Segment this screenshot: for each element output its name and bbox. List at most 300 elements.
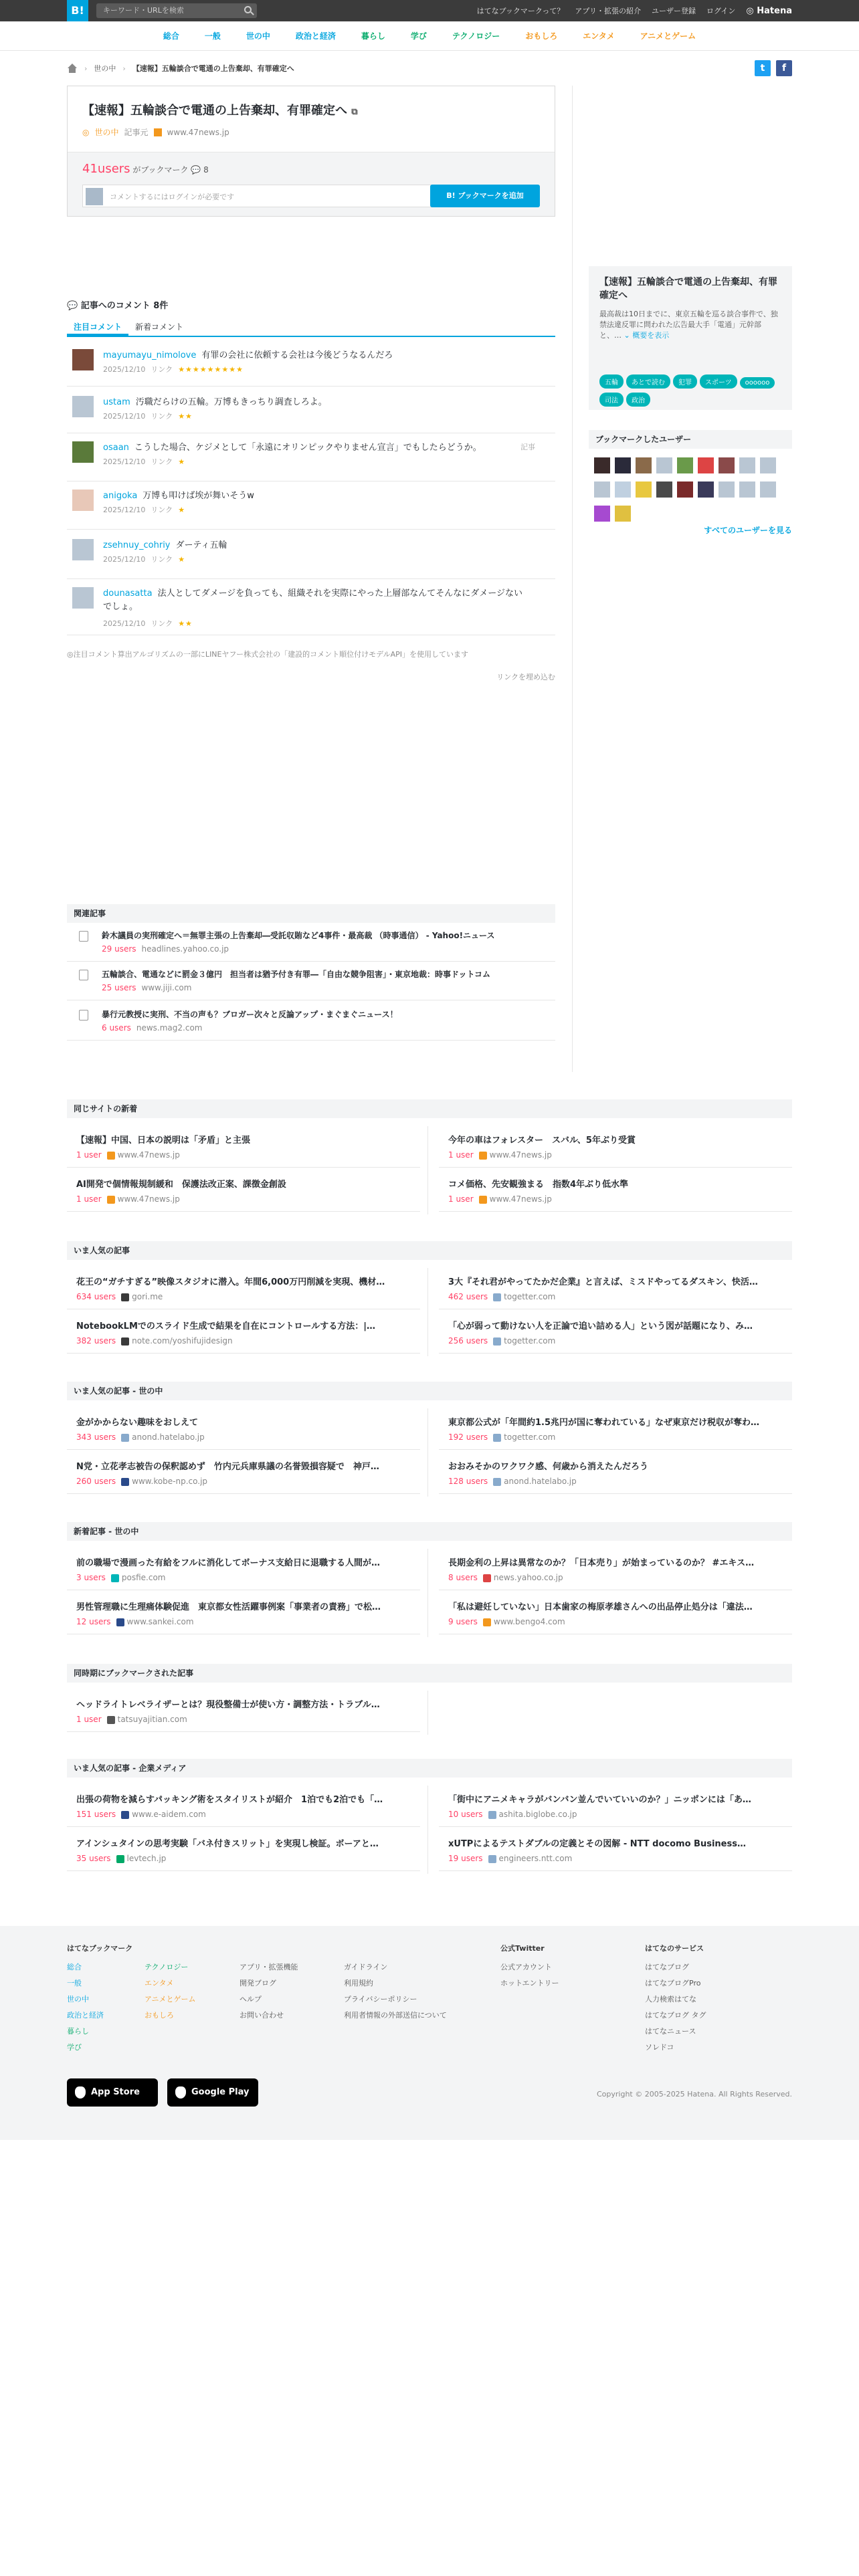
footer-categories-1 [67, 1959, 132, 2056]
article-users[interactable]: 8 users [448, 1573, 478, 1582]
article-title[interactable]: 前の職場で漫画った有給をフルに消化してボーナス支給日に退職する人間が… [76, 1558, 380, 1568]
article-title[interactable]: 【速報】中国、日本の説明は「矛盾」と主張 [76, 1136, 251, 1146]
article-domain[interactable] [107, 1715, 187, 1724]
article-users[interactable]: 462 users [448, 1292, 488, 1301]
search-placeholder: キーワード・URLを検索 [103, 6, 184, 15]
nav-item[interactable]: 暮らし [361, 31, 385, 41]
comment-link[interactable]: リンク [151, 506, 173, 514]
favicon-icon [121, 1293, 129, 1301]
article-item [439, 1123, 792, 1168]
header-links [477, 0, 792, 21]
footer-link[interactable]: 総合 [67, 1963, 82, 1971]
comment-line [103, 441, 524, 455]
comment-date[interactable]: 2025/12/10 [103, 457, 146, 466]
users-label: がブックマーク [132, 165, 189, 175]
entry-title[interactable] [82, 101, 358, 118]
star-icons[interactable]: ★★ [178, 619, 193, 628]
article-item [67, 1265, 420, 1309]
footer-categories-2 [145, 1959, 195, 2024]
comment-line [103, 490, 524, 503]
tag[interactable]: 五輪 [599, 374, 624, 389]
article-title[interactable]: アインシュタインの思考実験「バネ付きスリット」を実現し検証。ボーアと… [76, 1839, 379, 1849]
article-users[interactable]: 3 users [76, 1573, 106, 1582]
summary-title: 【速報】五輪談合で電通の上告棄却、有罪確定へ [599, 277, 777, 301]
favicon-icon [479, 1196, 487, 1204]
favicon-icon [116, 1618, 124, 1626]
article-item [67, 1168, 420, 1212]
avatar[interactable] [719, 457, 735, 473]
footer-link[interactable]: ホットエントリー [500, 1979, 559, 1988]
article-domain[interactable] [111, 1573, 166, 1582]
footer-link[interactable]: ヘルプ [240, 1995, 262, 2004]
comment-tabs [67, 317, 555, 337]
footer-link[interactable]: はてなブログPro [645, 1979, 701, 1988]
favicon-icon [493, 1434, 501, 1442]
comment-user[interactable]: anigoka [103, 491, 138, 501]
article-domain[interactable] [483, 1573, 563, 1582]
footer-link[interactable]: 公式アカウント [500, 1963, 552, 1971]
article-domain[interactable] [116, 1617, 194, 1626]
article-title[interactable]: AI開発で個情報規制緩和 保護法改正案、課徴金創設 [76, 1180, 286, 1190]
article-item [67, 1123, 420, 1168]
article-users[interactable]: 192 users [448, 1432, 488, 1442]
header-link-apps[interactable]: アプリ・拡張の紹介 [575, 7, 641, 15]
comment-date[interactable]: 2025/12/10 [103, 412, 146, 421]
comments-heading-text: 記事へのコメント 8件 [80, 301, 169, 311]
comment-meta [103, 364, 244, 374]
footer-link[interactable]: 世の中 [67, 1995, 89, 2004]
avatar[interactable] [72, 587, 94, 609]
comment-date[interactable]: 2025/12/10 [103, 506, 146, 514]
avatar[interactable] [656, 457, 672, 473]
section-heading: 同じサイトの新着 [67, 1099, 792, 1118]
favicon-icon [107, 1196, 115, 1204]
tag[interactable]: スポーツ [700, 374, 737, 389]
footer-link[interactable]: ソレドコ [645, 2043, 674, 2052]
article-item [439, 1265, 792, 1309]
avatar[interactable] [594, 457, 610, 473]
related-title[interactable]: 五輪談合、電通などに罰金３億円 担当者は猶予付き有罪―「自由な競争阻害」・東京地裁：時事ドットコム [102, 970, 491, 979]
avatar[interactable] [72, 539, 94, 560]
footer-twitter-links [500, 1959, 559, 1992]
footer-brand-heading: はてなブックマーク [67, 1944, 133, 1953]
avatar[interactable] [636, 481, 652, 498]
related-users[interactable]: 6 users [102, 1023, 131, 1033]
article-domain[interactable] [493, 1432, 555, 1442]
avatar[interactable] [656, 481, 672, 498]
article-title[interactable]: 今年の車はフォレスター スバル、5年ぶり受賞 [448, 1136, 636, 1146]
footer-link[interactable]: アプリ・拡張機能 [240, 1963, 298, 1971]
related-meta [102, 944, 229, 954]
entry-source[interactable]: www.47news.jp [167, 127, 229, 137]
tag[interactable]: 犯罪 [673, 374, 697, 389]
all-users-link[interactable]: すべてのユーザーを見る [704, 526, 792, 535]
article-meta [448, 1336, 555, 1346]
avatar[interactable] [719, 481, 735, 498]
article-item [439, 1406, 792, 1450]
comment-meta [103, 411, 193, 421]
add-bookmark-label: ブックマークを追加 [458, 191, 524, 200]
article-domain[interactable] [107, 1150, 180, 1160]
users-count[interactable]: 41users [82, 162, 130, 176]
home-icon[interactable] [67, 64, 78, 73]
nav-item[interactable]: エンタメ [583, 31, 615, 41]
favicon-icon [121, 1478, 129, 1486]
article-item [67, 1546, 420, 1590]
footer-link[interactable]: 人力検索はてな [645, 1995, 696, 2004]
tab-new[interactable]: 新着コメント [135, 322, 184, 332]
article-item [439, 1168, 792, 1212]
comment-item [67, 539, 555, 579]
footer-link[interactable]: はてなニュース [645, 2027, 696, 2036]
article-title[interactable]: コメ価格、先安観強まる 指数4年ぶり低水準 [448, 1180, 629, 1190]
article-users[interactable]: 151 users [76, 1810, 116, 1819]
article-domain[interactable] [121, 1477, 207, 1486]
share-buttons [755, 60, 792, 76]
comment-link[interactable]: リンク [151, 457, 173, 466]
article-domain[interactable] [479, 1150, 552, 1160]
article-domain[interactable] [121, 1292, 163, 1301]
google-play-button[interactable]: Google Play [167, 2078, 258, 2107]
hatena-brand-text: Hatena [757, 5, 792, 16]
avatar[interactable] [739, 481, 755, 498]
comment-user[interactable]: zsehnuy_cohriy [103, 540, 171, 550]
bookmark-count [82, 162, 209, 176]
footer-link[interactable]: 一般 [67, 1979, 82, 1988]
footer-link[interactable]: エンタメ [145, 1979, 174, 1988]
comment-date[interactable]: 2025/12/10 [103, 619, 146, 628]
favicon-icon [107, 1152, 115, 1160]
footer-link[interactable]: お問い合わせ [240, 2011, 284, 2020]
comment-item [67, 349, 555, 387]
article-title[interactable]: NotebookLMでのスライド生成で結果を自在にコントロールする方法：|… [76, 1321, 375, 1331]
article-item [67, 1309, 420, 1354]
summary-more-text: 概要を表示 [632, 331, 670, 340]
comment-right-action[interactable]: 記事 [520, 443, 535, 451]
article-meta [76, 1432, 205, 1442]
article-title[interactable]: 「街中にアニメキャラがバンバン並んでいていいのか？」ニッポンには「あ… [448, 1795, 751, 1805]
article-users[interactable]: 9 users [448, 1617, 478, 1626]
footer-link[interactable]: 学び [67, 2043, 82, 2052]
article-users[interactable]: 260 users [76, 1477, 116, 1486]
footer-link[interactable]: 政治と経済 [67, 2011, 104, 2020]
comment-user[interactable]: osaan [103, 443, 129, 453]
comment-note: ◎注目コメント算出アルゴリズムの一部にLINEヤフー株式会社の「建設的コメント順位付けモデルAPI」を使用しています [67, 650, 469, 659]
avatar[interactable] [72, 490, 94, 511]
article-meta [448, 1477, 577, 1486]
comment-user[interactable]: ustam [103, 397, 130, 407]
summary-desc [599, 309, 781, 341]
footer-col-services [645, 1941, 706, 2056]
article-domain-text: togetter.com [504, 1336, 556, 1346]
article-domain-text: ashita.biglobe.co.jp [498, 1810, 577, 1819]
search-input[interactable] [96, 3, 257, 18]
related-item [67, 968, 555, 1000]
star-icons[interactable]: ★ [178, 457, 186, 466]
comment-user[interactable]: mayumayu_nimolove [103, 350, 197, 360]
nav-item[interactable]: 世の中 [246, 31, 270, 41]
favicon-icon [121, 1434, 129, 1442]
twitter-icon[interactable]: t [755, 60, 771, 76]
summary-more-link[interactable]: ⌄ 概要を表示 [624, 331, 670, 340]
article-title[interactable]: xUTPによるテストダブルの定義とその図解 - NTT docomo Business… [448, 1839, 746, 1849]
footer [0, 1926, 859, 2140]
add-bookmark-button[interactable]: B! ブックマークを追加 [430, 185, 540, 207]
nav-item[interactable]: アニメとゲーム [640, 31, 696, 41]
article-title[interactable]: 出張の荷物を減らすパッキング術をスタイリストが紹介 1泊でも2泊でも「… [76, 1795, 383, 1805]
article-domain[interactable] [107, 1194, 180, 1204]
footer-link[interactable]: プライバシーポリシー [344, 1995, 417, 2004]
article-meta [448, 1573, 563, 1582]
avatar[interactable] [636, 457, 652, 473]
column-divider [427, 1549, 428, 1637]
related-users[interactable]: 25 users [102, 983, 136, 992]
related-item [67, 930, 555, 962]
article-title[interactable]: N党・立花孝志被告の保釈認めず 竹内元兵庫県議の名誉毀損容疑で 神戸… [76, 1462, 379, 1472]
article-users[interactable]: 128 users [448, 1477, 488, 1486]
header-link-login[interactable]: ログイン [706, 7, 736, 15]
avatar[interactable] [698, 457, 714, 473]
section-heading: いま人気の記事 - 企業メディア [67, 1759, 792, 1778]
footer-link[interactable]: はてなブログ [645, 1963, 689, 1971]
favicon-icon [111, 1574, 119, 1582]
global-header [0, 0, 859, 21]
comment-count: 8 [203, 165, 209, 175]
article-users[interactable]: 1 user [448, 1150, 474, 1160]
article-meta [76, 1336, 233, 1346]
avatar[interactable] [760, 457, 776, 473]
search-icon[interactable] [244, 6, 252, 13]
article-domain-text: www.bengo4.com [493, 1617, 565, 1626]
related-users[interactable]: 29 users [102, 944, 136, 954]
app-store-button[interactable]: App Store [67, 2078, 158, 2107]
footer-col-twitter [500, 1941, 559, 1992]
article-domain-text: togetter.com [504, 1292, 556, 1301]
article-domain-text: www.47news.jp [117, 1150, 180, 1160]
favicon-icon [493, 1293, 501, 1301]
column-divider [427, 1408, 428, 1497]
nav-item[interactable]: 一般 [204, 31, 221, 41]
avatar[interactable] [72, 349, 94, 370]
avatar[interactable] [677, 481, 693, 498]
avatar[interactable] [594, 506, 610, 522]
article-users[interactable]: 1 user [448, 1194, 474, 1204]
external-link-icon[interactable]: ⧉ [351, 107, 358, 117]
section-heading: いま人気の記事 - 世の中 [67, 1382, 792, 1400]
hatena-bookmark-logo[interactable]: B! [67, 0, 88, 21]
article-domain[interactable] [483, 1617, 565, 1626]
article-domain[interactable] [493, 1292, 555, 1301]
hatena-brand[interactable]: ◎ Hatena [746, 5, 792, 16]
footer-twitter-heading: 公式Twitter [500, 1944, 545, 1953]
article-users[interactable]: 634 users [76, 1292, 116, 1301]
article-users[interactable]: 35 users [76, 1854, 111, 1863]
tag[interactable]: 司法 [599, 393, 624, 407]
comment-text: ダーティ五輪 [175, 540, 227, 550]
tag[interactable]: oooooo [740, 377, 775, 389]
article-domain-text: gori.me [132, 1292, 163, 1301]
article-domain[interactable] [479, 1194, 552, 1204]
article-users[interactable]: 1 user [76, 1715, 102, 1724]
article-domain[interactable] [116, 1854, 167, 1863]
article-users[interactable]: 382 users [76, 1336, 116, 1346]
chevron-right-icon: › [84, 64, 88, 73]
star-icons[interactable]: ★★★★★★★★★ [178, 365, 244, 374]
avatar[interactable] [760, 481, 776, 498]
article-users[interactable]: 343 users [76, 1432, 116, 1442]
footer-link[interactable]: 暮らし [67, 2027, 89, 2036]
article-meta [448, 1194, 552, 1204]
entry-category[interactable]: 世の中 [94, 128, 119, 137]
article-users[interactable]: 1 user [76, 1194, 102, 1204]
article-domain[interactable] [488, 1854, 573, 1863]
article-title[interactable]: ヘッドライトレベライザーとは？現役整備士が使い方・調整方法・トラブル… [76, 1700, 380, 1710]
summary-box [589, 266, 792, 410]
footer-col-brand [67, 1941, 132, 2056]
article-item [439, 1309, 792, 1354]
article-domain-text: togetter.com [504, 1432, 556, 1442]
star-icons[interactable]: ★★ [178, 412, 193, 421]
embed-link[interactable]: リンクを埋め込む [496, 673, 555, 681]
nav-item[interactable]: 総合 [163, 31, 179, 41]
nav-item[interactable]: 政治と経済 [295, 31, 336, 41]
footer-link[interactable]: 開発ブログ [240, 1979, 276, 1988]
related-domain[interactable]: www.jiji.com [141, 983, 192, 992]
footer-link[interactable]: 利用規約 [344, 1979, 373, 1988]
article-domain-text: tatsuyajitian.com [117, 1715, 187, 1724]
footer-link[interactable]: はてなブログ タグ [645, 2011, 706, 2020]
section-heading: 同時期にブックマークされた記事 [67, 1664, 792, 1683]
article-domain-text: note.com/yoshifujidesign [132, 1336, 233, 1346]
article-domain[interactable] [493, 1477, 577, 1486]
star-icons[interactable]: ★ [178, 506, 186, 514]
breadcrumb-category[interactable]: 世の中 [94, 64, 116, 73]
footer-links-2 [344, 1959, 447, 2024]
nav-item[interactable]: おもしろ [525, 31, 558, 41]
avatar[interactable] [72, 441, 94, 463]
comment-input[interactable] [82, 185, 490, 207]
footer-link[interactable]: アニメとゲーム [145, 1995, 196, 2004]
article-domain[interactable] [121, 1432, 205, 1442]
article-item [439, 1450, 792, 1494]
comment-date[interactable]: 2025/12/10 [103, 365, 146, 374]
article-domain[interactable] [121, 1810, 206, 1819]
section-heading: 新着記事 - 世の中 [67, 1522, 792, 1541]
tag-list [599, 374, 787, 411]
article-users[interactable]: 1 user [76, 1150, 102, 1160]
article-domain[interactable] [493, 1336, 555, 1346]
comments-heading: 💬 記事へのコメント 8件 [67, 301, 169, 311]
article-meta [76, 1292, 163, 1301]
article-domain[interactable] [121, 1336, 232, 1346]
comment-date[interactable]: 2025/12/10 [103, 555, 146, 564]
comment-link[interactable]: リンク [151, 555, 173, 564]
copyright: Copyright © 2005-2025 Hatena. All Rights Reserved. [596, 2090, 792, 2099]
comment-item [67, 396, 555, 433]
comment-line [103, 539, 524, 552]
article-item [439, 1546, 792, 1590]
article-users[interactable]: 10 users [448, 1810, 483, 1819]
avatar[interactable] [594, 481, 610, 498]
avatar[interactable] [615, 506, 631, 522]
column-divider [427, 1691, 428, 1735]
nav-item[interactable]: テクノロジー [452, 31, 500, 41]
related-domain[interactable]: news.mag2.com [136, 1023, 203, 1033]
column-divider [572, 86, 573, 1072]
comment-text: 汚職だらけの五輪。万博もきっちり調査しろよ。 [135, 397, 327, 407]
article-meta [76, 1715, 187, 1724]
article-title[interactable]: 男性管理職に生理痛体験促進 東京都女性活躍事例案「事業者の責務」で松… [76, 1602, 381, 1612]
avatar[interactable] [615, 481, 631, 498]
article-meta [76, 1810, 206, 1819]
star-icons[interactable]: ★ [178, 555, 186, 564]
column-divider [427, 1268, 428, 1356]
tag[interactable]: 政治 [626, 393, 650, 407]
entry-source-label: 記事元 [124, 128, 149, 137]
comment-icon: 💬 [191, 165, 201, 175]
footer-link[interactable]: 利用者情報の外部送信について [344, 2011, 447, 2020]
favicon-icon [121, 1337, 129, 1346]
avatar[interactable] [677, 457, 693, 473]
article-title[interactable]: おおみそかのワクワク感、何歳から消えたんだろう [448, 1462, 649, 1472]
article-title[interactable]: 「心が弱って動けない人を正論で追い詰める人」という図が話題になり、み… [448, 1321, 753, 1331]
article-title[interactable]: 長期金利の上昇は異常なのか？「日本売り」が始まっているのか？ #エキス… [448, 1558, 755, 1568]
avatar[interactable] [739, 457, 755, 473]
article-users[interactable]: 12 users [76, 1617, 111, 1626]
article-item [67, 1688, 420, 1732]
avatar[interactable] [72, 396, 94, 417]
avatar[interactable] [698, 481, 714, 498]
header-link-signup[interactable]: ユーザー登録 [651, 7, 696, 15]
header-link-about[interactable]: はてなブックマークって？ [476, 7, 565, 15]
comment-link[interactable]: リンク [151, 365, 173, 374]
article-meta [76, 1617, 194, 1626]
comment-link[interactable]: リンク [151, 412, 173, 421]
comment-meta [103, 456, 185, 467]
article-title[interactable]: 3大『それ君がやってたかだ企業』と言えば、ミスドやってるダスキン、快活… [448, 1277, 758, 1287]
related-domain[interactable]: headlines.yahoo.co.jp [141, 944, 229, 954]
footer-link[interactable]: テクノロジー [145, 1963, 189, 1971]
footer-link[interactable]: ガイドライン [344, 1963, 388, 1971]
column-divider [427, 1786, 428, 1874]
article-users[interactable]: 19 users [448, 1854, 483, 1863]
facebook-icon[interactable]: f [776, 60, 792, 76]
favicon-icon [493, 1337, 501, 1346]
favicon-icon [154, 128, 162, 136]
tab-popular[interactable]: 注目コメント [67, 317, 128, 336]
article-title[interactable]: 東京都公式が「年間約1.5兆円が国に奪われている」なぜ東京だけ税収が奪わ… [448, 1418, 760, 1428]
nav-item[interactable]: 学び [410, 31, 427, 41]
article-domain-text: posfie.com [121, 1573, 166, 1582]
related-title[interactable]: 暴行元教授に実刑、不当の声も？ブロガー次々と反論アップ・まぐまぐニュース！ [102, 1010, 398, 1019]
comment-link[interactable]: リンク [151, 619, 173, 628]
article-title[interactable]: 「私は避妊していない」日本歯家の梅原孝雄さんへの出品停止処分は「違法… [448, 1602, 753, 1612]
article-users[interactable]: 256 users [448, 1336, 488, 1346]
article-domain-text: engineers.ntt.com [498, 1854, 573, 1863]
article-title[interactable]: 金がかからない趣味をおしえて [76, 1418, 199, 1428]
article-item [67, 1590, 420, 1634]
avatar[interactable] [615, 457, 631, 473]
article-domain[interactable] [488, 1810, 577, 1819]
comment-line [103, 349, 524, 362]
tag[interactable]: あとで読む [626, 374, 670, 389]
breadcrumb [67, 59, 294, 78]
article-item [439, 1783, 792, 1827]
article-title[interactable]: 花王の“ガチすぎる”映像スタジオに潜入。年間6,000万円削減を実現、機材… [76, 1277, 385, 1287]
comment-user[interactable]: dounasatta [103, 588, 153, 599]
related-title[interactable]: 鈴木議員の実刑確定へ＝無罪主張の上告棄却―受託収賄など4事件・最高裁 （時事通信） - Yahoo!ニュース [102, 931, 495, 940]
footer-link[interactable]: おもしろ [145, 2011, 174, 2020]
